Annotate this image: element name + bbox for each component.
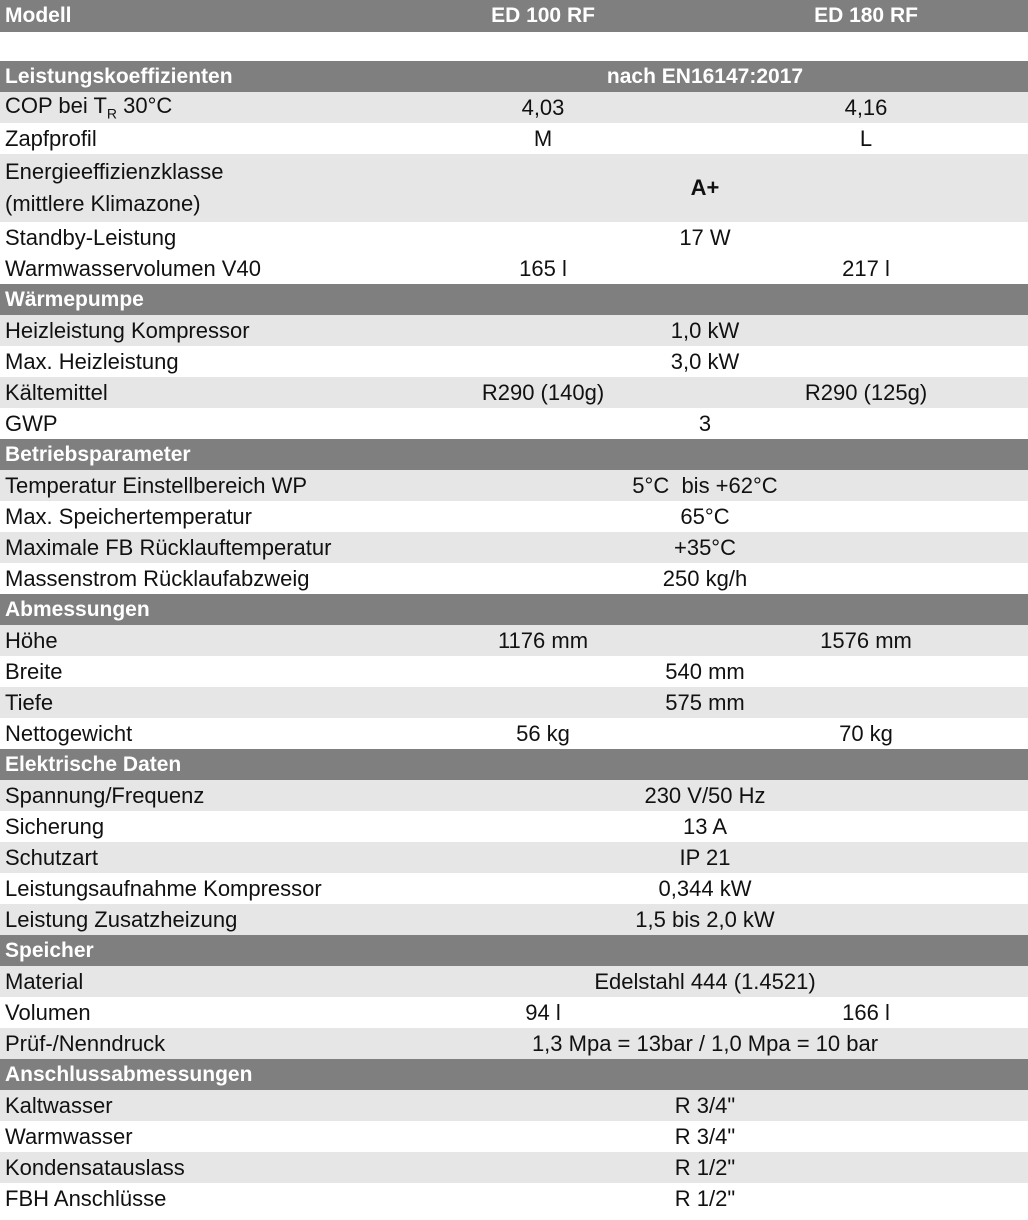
table-row xyxy=(0,1090,1028,1121)
table-row xyxy=(0,966,1028,997)
table-row xyxy=(0,997,1028,1028)
row-label: GWP xyxy=(5,410,58,436)
table-row xyxy=(0,123,1028,154)
value-shared: +35°C xyxy=(673,534,736,560)
value-shared: 540 mm xyxy=(665,658,745,684)
value-shared: R 1/2" xyxy=(674,1154,736,1180)
section-header xyxy=(0,284,1028,315)
row-label-part: 30°C xyxy=(117,93,173,119)
section-header xyxy=(0,749,1028,780)
value-ed100rf: 94 l xyxy=(525,999,561,1025)
value-shared: 230 V/50 Hz xyxy=(644,782,766,808)
row-label: Warmwasser xyxy=(5,1123,133,1149)
row-label: Temperatur Einstellbereich WP xyxy=(5,472,308,498)
value-ed180rf: 1576 mm xyxy=(820,627,912,653)
value-ed180rf: L xyxy=(859,125,873,151)
table-row xyxy=(0,470,1028,501)
row-label: Breite xyxy=(5,658,63,684)
row-label: Prüf-/Nenndruck xyxy=(5,1030,166,1056)
row-label-part: COP bei T xyxy=(5,93,107,119)
row-label: Massenstrom Rücklaufabzweig xyxy=(5,565,310,591)
value-shared: 65°C xyxy=(680,503,730,529)
row-label: Spannung/Frequenz xyxy=(5,782,205,808)
section-title: Speicher xyxy=(5,938,94,962)
row-label: Kondensatauslass xyxy=(5,1154,185,1180)
row-label xyxy=(0,93,382,121)
row-label: Maximale FB Rücklauftemperatur xyxy=(5,534,332,560)
table-row xyxy=(0,253,1028,284)
row-label: Max. Heizleistung xyxy=(5,348,179,374)
table-row xyxy=(0,377,1028,408)
value-ed100rf: 1176 mm xyxy=(497,627,589,653)
table-row xyxy=(0,532,1028,563)
row-label-line: (mittlere Klimazone) xyxy=(5,191,201,216)
table-row xyxy=(0,346,1028,377)
value-ed180rf: 166 l xyxy=(842,999,890,1025)
value-shared: 13 A xyxy=(682,813,728,839)
value-ed100rf: 165 l xyxy=(519,255,567,281)
table-row xyxy=(0,154,1028,222)
value-ed100rf: M xyxy=(533,125,553,151)
row-label: Kaltwasser xyxy=(5,1092,113,1118)
section-header xyxy=(0,935,1028,966)
value-shared: 3,0 kW xyxy=(670,348,740,374)
section-note: nach EN16147:2017 xyxy=(606,64,804,88)
row-label: Heizleistung Kompressor xyxy=(5,317,250,343)
spacer xyxy=(0,32,1028,61)
table-row xyxy=(0,1152,1028,1183)
value-shared: 17 W xyxy=(679,224,731,250)
row-label: Tiefe xyxy=(5,689,54,715)
row-label: Warmwasservolumen V40 xyxy=(5,255,261,281)
section-title: Abmessungen xyxy=(5,597,150,621)
section-title: Betriebsparameter xyxy=(5,442,191,466)
table-row xyxy=(0,687,1028,718)
table-row xyxy=(0,904,1028,935)
row-label-line: Energieeffizienzklasse xyxy=(5,159,224,184)
table-row xyxy=(0,780,1028,811)
value-shared: R 3/4" xyxy=(674,1092,736,1118)
section-header xyxy=(0,439,1028,470)
row-label xyxy=(0,156,382,220)
table-row xyxy=(0,842,1028,873)
row-label: Leistung Zusatzheizung xyxy=(5,906,238,932)
row-label: Kältemittel xyxy=(5,379,108,405)
value-ed180rf: 4,16 xyxy=(844,94,888,120)
value-ed180rf: 217 l xyxy=(842,255,890,281)
section-header xyxy=(0,1059,1028,1090)
value-shared: Edelstahl 444 (1.4521) xyxy=(594,968,816,994)
table-row xyxy=(0,92,1028,123)
model-label: Modell xyxy=(5,4,72,27)
row-label: Standby-Leistung xyxy=(5,224,177,250)
value-shared: R 1/2" xyxy=(674,1185,736,1211)
table-row xyxy=(0,1183,1028,1214)
table-row xyxy=(0,625,1028,656)
value-shared: 1,3 Mpa = 13bar / 1,0 Mpa = 10 bar xyxy=(531,1030,879,1056)
table-row xyxy=(0,563,1028,594)
row-label: Höhe xyxy=(5,627,58,653)
row-label-subscript: R xyxy=(106,105,118,122)
section-header xyxy=(0,61,1028,92)
value-shared: A+ xyxy=(690,175,720,200)
row-label: Leistungsaufnahme Kompressor xyxy=(5,875,322,901)
table-row xyxy=(0,408,1028,439)
table-row xyxy=(0,1121,1028,1152)
table-row xyxy=(0,222,1028,253)
row-label: FBH Anschlüsse xyxy=(5,1185,167,1211)
table-row xyxy=(0,501,1028,532)
value-shared: 0,344 kW xyxy=(658,875,752,901)
table-row xyxy=(0,811,1028,842)
table-row xyxy=(0,315,1028,346)
value-ed100rf: 56 kg xyxy=(516,720,570,746)
value-shared: R 3/4" xyxy=(674,1123,736,1149)
value-ed180rf: R290 (125g) xyxy=(804,379,928,405)
value-ed180rf: 70 kg xyxy=(839,720,893,746)
row-label: Nettogewicht xyxy=(5,720,133,746)
section-title: Leistungskoeffizienten xyxy=(5,64,233,88)
value-ed100rf: 4,03 xyxy=(521,94,565,120)
row-label: Sicherung xyxy=(5,813,105,839)
section-header xyxy=(0,594,1028,625)
row-label: Volumen xyxy=(5,999,91,1025)
model-ed100rf: ED 100 RF xyxy=(491,4,595,27)
row-label: Material xyxy=(5,968,84,994)
value-shared: 5°C bis +62°C xyxy=(632,472,778,498)
section-title: Anschlussabmessungen xyxy=(5,1062,253,1086)
value-shared: 575 mm xyxy=(665,689,745,715)
table-row xyxy=(0,873,1028,904)
table-row xyxy=(0,1028,1028,1059)
value-shared: 250 kg/h xyxy=(662,565,748,591)
value-shared: 1,0 kW xyxy=(670,317,740,343)
section-title: Elektrische Daten xyxy=(5,752,182,776)
value-shared: 3 xyxy=(698,410,712,436)
table-row xyxy=(0,656,1028,687)
section-title: Wärmepumpe xyxy=(5,287,144,311)
row-label: Zapfprofil xyxy=(5,125,97,151)
value-ed100rf: R290 (140g) xyxy=(481,379,605,405)
value-shared: IP 21 xyxy=(679,844,731,870)
table-header-row xyxy=(0,0,1028,32)
row-label: Max. Speichertemperatur xyxy=(5,503,252,529)
value-shared: 1,5 bis 2,0 kW xyxy=(635,906,775,932)
table-row xyxy=(0,718,1028,749)
model-ed180rf: ED 180 RF xyxy=(814,4,918,27)
row-label: Schutzart xyxy=(5,844,98,870)
